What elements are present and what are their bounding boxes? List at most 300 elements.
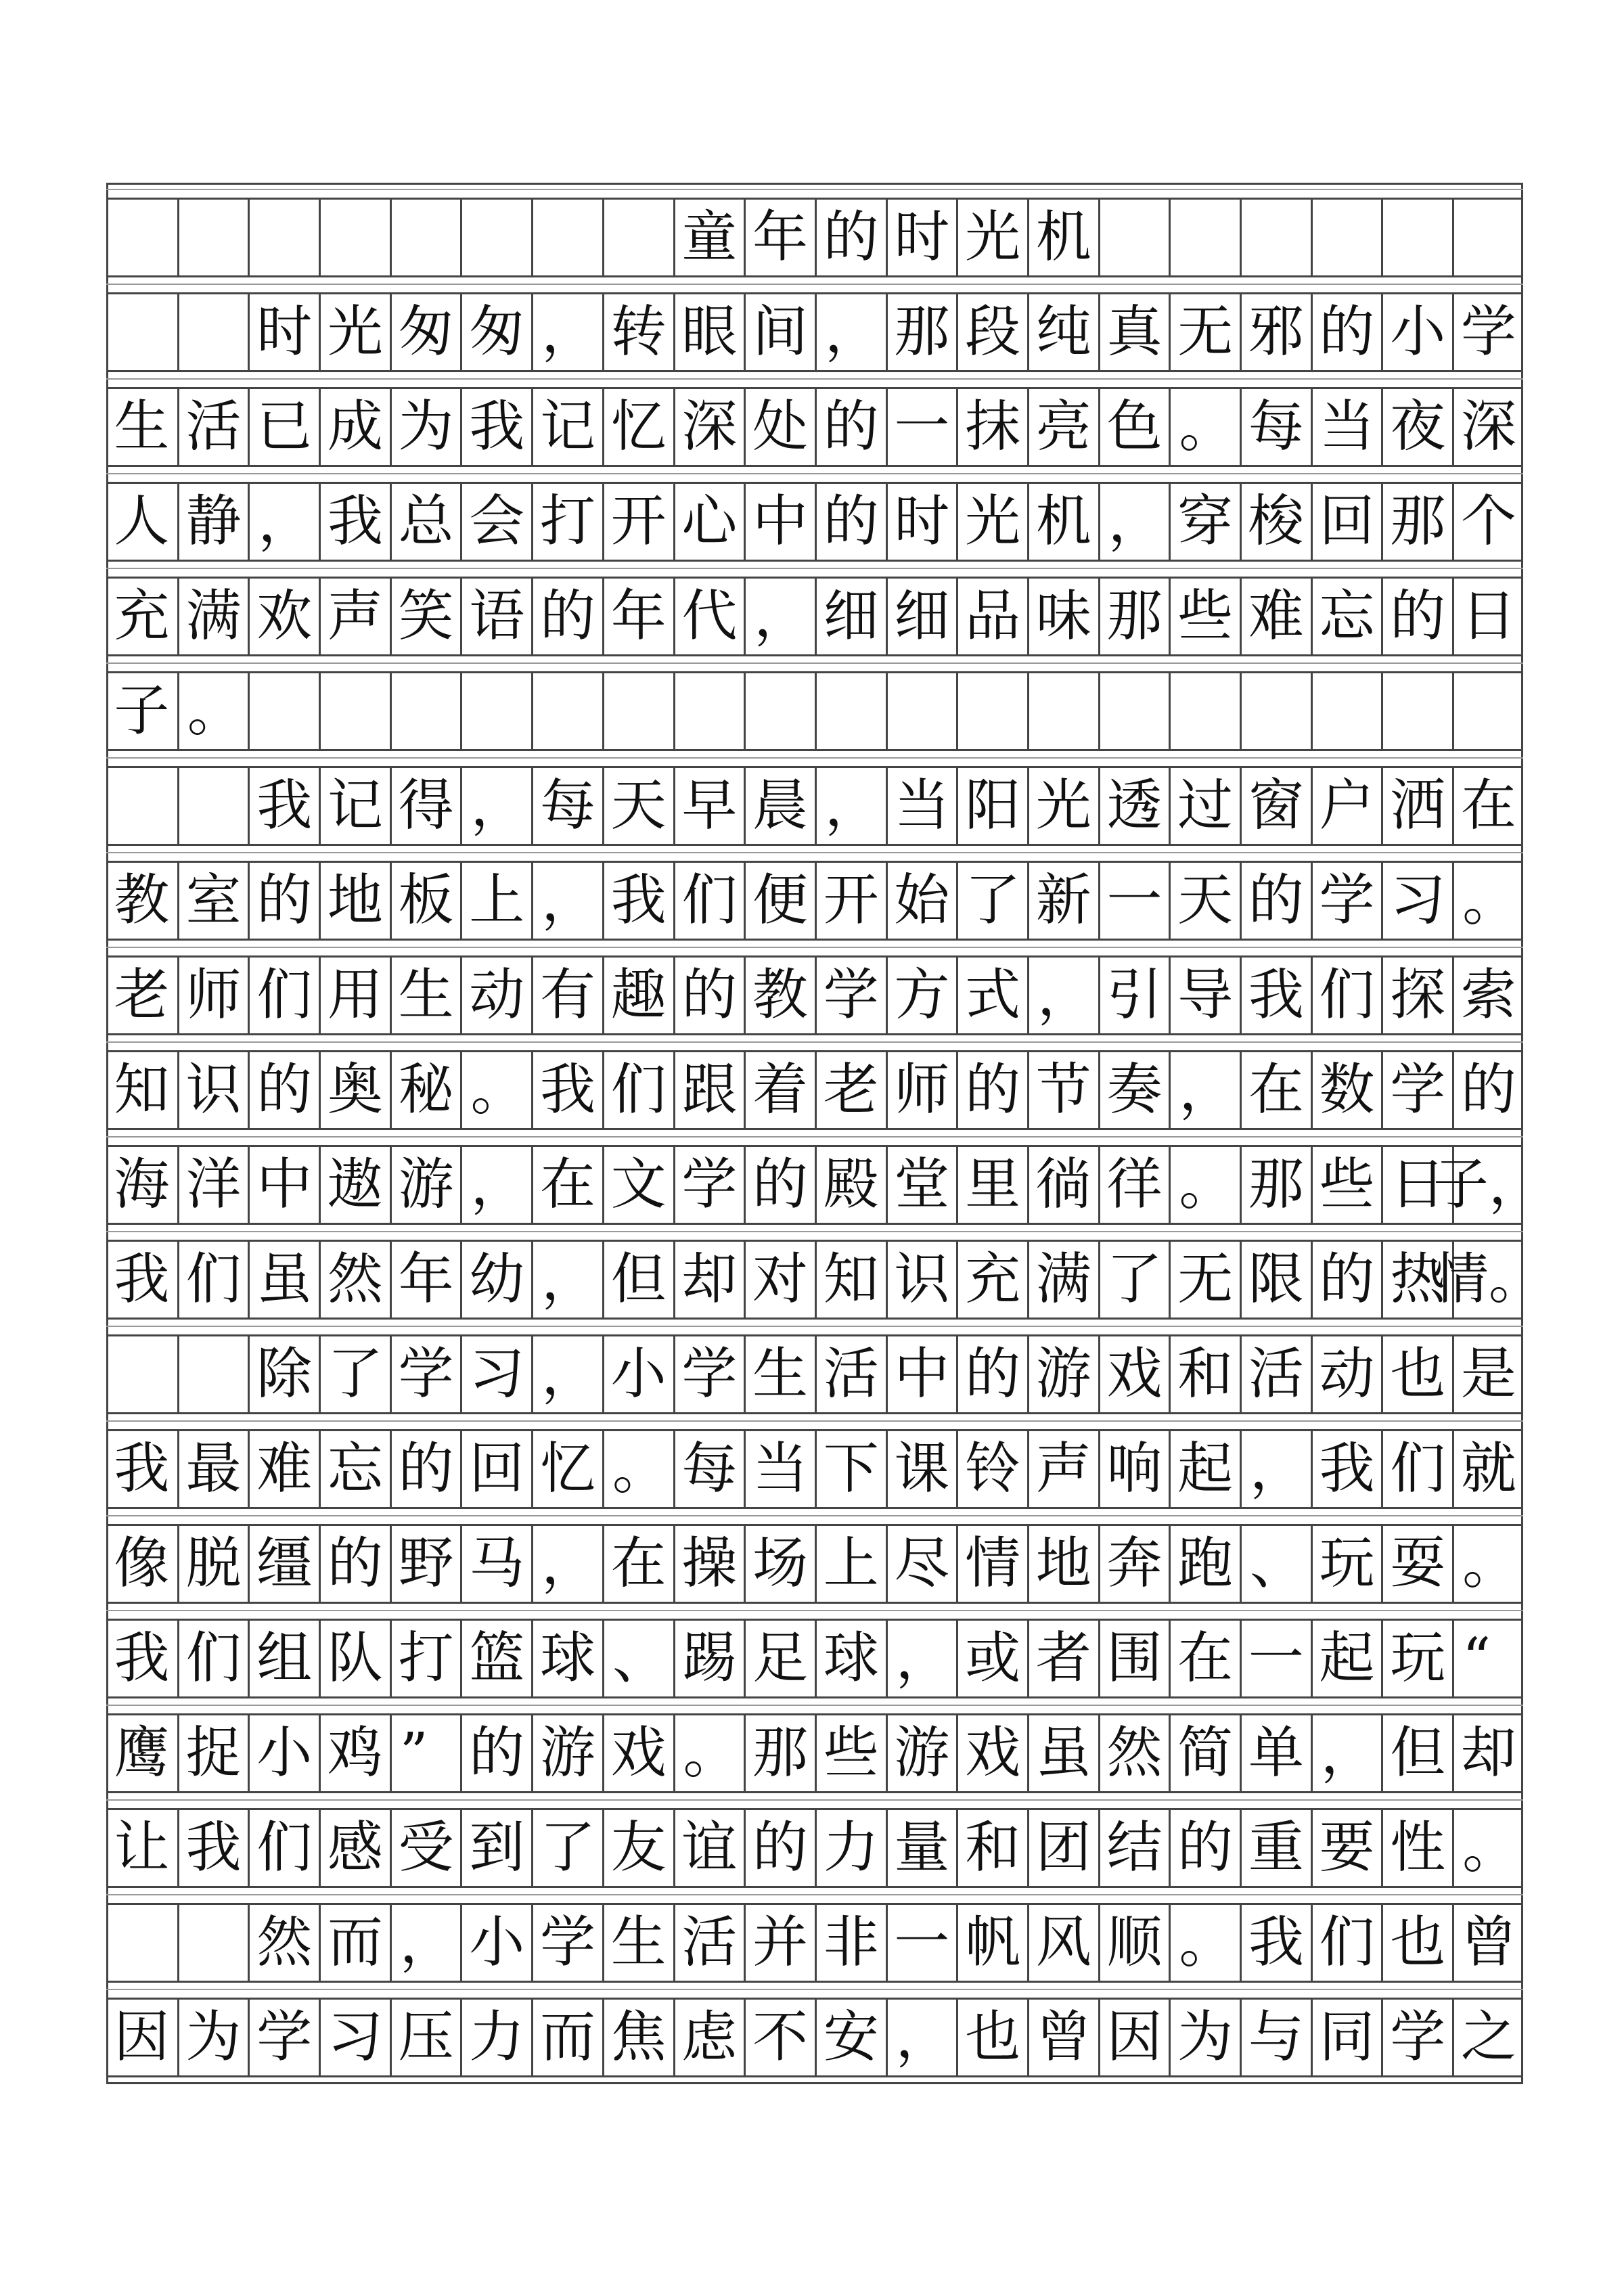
grid-character: 文 (610, 1152, 667, 1217)
grid-cell (1240, 1431, 1311, 1507)
grid-cell (956, 1715, 1027, 1791)
grid-character: 玩 (1390, 1626, 1446, 1690)
composition-grid-paper (106, 183, 1544, 2084)
grid-cell (744, 1905, 815, 1981)
grid-character: 始 (894, 868, 950, 932)
grid-cell (177, 1336, 248, 1412)
grid-row (106, 387, 1523, 467)
grid-cell (886, 1526, 957, 1602)
grid-character: 足 (752, 1626, 809, 1690)
grid-character: ” (399, 1721, 428, 1786)
grid-character: 。 (612, 1437, 668, 1502)
grid-cell (460, 200, 531, 275)
grid-cell (106, 1336, 177, 1412)
grid-cell (390, 200, 461, 275)
grid-character: 教 (752, 963, 809, 1027)
grid-gap-lines (106, 1793, 1523, 1808)
grid-character: 活 (681, 1910, 738, 1975)
grid-character: 成 (327, 395, 383, 459)
grid-character: 跟 (681, 1058, 738, 1122)
grid-cell (177, 294, 248, 370)
grid-character: 着 (752, 1058, 809, 1122)
grid-cell (390, 2000, 461, 2075)
grid-character: 夜 (1390, 395, 1446, 459)
grid-cell (319, 1242, 390, 1318)
grid-cell (1240, 389, 1311, 465)
grid-character: 起 (1177, 1437, 1234, 1501)
grid-character: 打 (539, 489, 595, 554)
grid-cell (673, 1905, 744, 1981)
grid-cell (1452, 673, 1523, 749)
grid-cell (1381, 200, 1452, 275)
grid-cell (1311, 1147, 1382, 1223)
grid-character: 在 (1177, 1626, 1234, 1690)
grid-cell (1098, 863, 1169, 939)
grid-cell (886, 484, 957, 560)
grid-character: 索 (1460, 963, 1516, 1027)
grid-row (106, 1713, 1523, 1793)
grid-cell (390, 1526, 461, 1602)
grid-character: 团 (1035, 1816, 1091, 1880)
grid-character: 知 (823, 1247, 879, 1311)
grid-character: 的 (1177, 1816, 1234, 1880)
grid-cell (248, 1052, 319, 1128)
grid-character: 情。 (1433, 1247, 1544, 1311)
grid-cell (319, 1052, 390, 1128)
grid-character: 我 (114, 1626, 170, 1690)
grid-cell (744, 1621, 815, 1696)
grid-character: 个 (1460, 489, 1516, 554)
grid-cell (602, 1242, 673, 1318)
grid-character: 。 (1179, 395, 1235, 459)
grid-character: 的 (823, 205, 879, 269)
grid-cell (886, 1336, 957, 1412)
grid-character: 学 (1390, 1058, 1446, 1122)
grid-cell (177, 958, 248, 1033)
grid-character: 静 (185, 489, 242, 554)
grid-character: 机 (1035, 205, 1091, 269)
grid-cell (248, 1715, 319, 1791)
grid-character: 和 (965, 1816, 1021, 1880)
grid-cell (319, 958, 390, 1033)
grid-character: 师 (894, 1058, 950, 1122)
grid-cell (1311, 1336, 1382, 1412)
grid-cell (531, 1147, 602, 1223)
grid-character: 年 (398, 1247, 454, 1311)
grid-cell (602, 1336, 673, 1412)
grid-cell (673, 1810, 744, 1886)
grid-cell (1027, 1242, 1098, 1318)
grid-cell (886, 579, 957, 654)
grid-cell (1169, 1905, 1240, 1981)
grid-cell (1027, 294, 1098, 370)
grid-character: 每 (539, 773, 595, 838)
grid-cell (460, 1905, 531, 1981)
grid-character: 地 (327, 868, 383, 932)
grid-character: 品 (965, 584, 1021, 648)
grid-cell (673, 1715, 744, 1791)
grid-gap-lines (106, 751, 1523, 766)
grid-cell (177, 1147, 248, 1223)
grid-cell (886, 294, 957, 370)
grid-cell (177, 1621, 248, 1696)
grid-character: 戏 (965, 1721, 1021, 1785)
grid-character: 晨 (752, 773, 809, 838)
grid-cell (1311, 1242, 1382, 1318)
grid-cell (815, 1810, 886, 1886)
grid-cell (744, 1431, 815, 1507)
grid-cell (956, 294, 1027, 370)
grid-cell (1098, 1715, 1169, 1791)
grid-cell (602, 1715, 673, 1791)
grid-cell (319, 1147, 390, 1223)
grid-cell (1098, 389, 1169, 465)
grid-cell (815, 1336, 886, 1412)
grid-cell (1452, 1621, 1523, 1696)
grid-cell (744, 1526, 815, 1602)
grid-character: ， (1250, 1437, 1306, 1502)
grid-character: 匆 (398, 300, 454, 364)
grid-character: 尽 (894, 1531, 950, 1596)
grid-cell (319, 2000, 390, 2075)
grid-cell (602, 2000, 673, 2075)
grid-cell (106, 2000, 177, 2075)
grid-character: 透 (1106, 773, 1163, 838)
grid-cell (390, 1810, 461, 1886)
grid-cell (460, 294, 531, 370)
grid-cell (177, 484, 248, 560)
grid-character: 堂 (894, 1152, 950, 1217)
grid-character: 当 (752, 1437, 809, 1501)
grid-character: 中 (256, 1152, 313, 1217)
grid-character: 的 (752, 1816, 809, 1880)
grid-cell (1311, 389, 1382, 465)
grid-character: 殿 (823, 1152, 879, 1217)
grid-gap-lines (106, 1983, 1523, 1998)
grid-character: 徉 (1106, 1152, 1163, 1217)
grid-character: 而 (539, 2005, 595, 2069)
grid-character: 课 (894, 1437, 950, 1501)
grid-character: 的 (469, 1721, 525, 1785)
grid-cell (1169, 1621, 1240, 1696)
grid-cell (886, 1715, 957, 1791)
grid-cell (815, 294, 886, 370)
grid-cell (319, 1526, 390, 1602)
grid-cell (248, 1526, 319, 1602)
grid-cell (531, 579, 602, 654)
grid-cell (1027, 863, 1098, 939)
grid-cell (602, 1621, 673, 1696)
grid-cell (1098, 579, 1169, 654)
grid-character: 一 (1106, 868, 1163, 932)
grid-character: 童 (681, 205, 738, 269)
grid-character: 板 (398, 868, 454, 932)
grid-cell (815, 579, 886, 654)
grid-cell (1240, 200, 1311, 275)
grid-cell (673, 389, 744, 465)
grid-character: 、 (1250, 1532, 1306, 1596)
grid-cell (673, 768, 744, 844)
grid-cell (1098, 1621, 1169, 1696)
grid-cell (1169, 768, 1240, 844)
grid-cell (1381, 389, 1452, 465)
grid-character: 谊 (681, 1816, 738, 1880)
grid-character: 日 (1390, 1152, 1446, 1217)
grid-cell (177, 579, 248, 654)
grid-gap-lines (106, 562, 1523, 577)
grid-cell (1027, 579, 1098, 654)
grid-character: 戏 (610, 1721, 667, 1785)
grid-character: 过 (1177, 773, 1234, 838)
grid-character: 欢 (256, 584, 313, 648)
grid-cell (177, 768, 248, 844)
grid-cell (1098, 200, 1169, 275)
grid-cell (744, 579, 815, 654)
grid-character: 学 (398, 1342, 454, 1406)
grid-character: 的 (965, 1058, 1021, 1122)
grid-character: 忆 (539, 1437, 595, 1501)
grid-character: 最 (185, 1437, 242, 1501)
grid-cell (1027, 484, 1098, 560)
grid-cell (1240, 579, 1311, 654)
grid-character: 学 (1319, 868, 1375, 932)
grid-cell (1169, 200, 1240, 275)
grid-cell (956, 863, 1027, 939)
grid-character: 的 (327, 1531, 383, 1596)
grid-character: 铃 (965, 1437, 1021, 1501)
grid-character: 洋 (185, 1152, 242, 1217)
grid-character: 无 (1177, 1247, 1234, 1311)
grid-cell (460, 1526, 531, 1602)
grid-cell (1169, 673, 1240, 749)
grid-character: 满 (185, 584, 242, 648)
grid-cell (1169, 294, 1240, 370)
grid-character: 学 (256, 2005, 313, 2069)
grid-cell (886, 768, 957, 844)
grid-cell (1452, 863, 1523, 939)
grid-cell (744, 2000, 815, 2075)
grid-character: 深 (1460, 395, 1516, 459)
grid-cell (1381, 1810, 1452, 1886)
grid-character: ， (1320, 1721, 1376, 1786)
grid-character: 那 (1106, 584, 1163, 648)
grid-character: 组 (256, 1626, 313, 1690)
grid-character: 导 (1177, 963, 1234, 1027)
grid-gap-lines (106, 656, 1523, 671)
grid-character: 者 (1035, 1626, 1091, 1690)
grid-cell (744, 200, 815, 275)
grid-cell (673, 1242, 744, 1318)
grid-gap-lines (106, 372, 1523, 387)
grid-character: 耍 (1390, 1531, 1446, 1596)
grid-character: 子， (1433, 1152, 1544, 1217)
grid-cell (744, 958, 815, 1033)
grid-character: 小 (469, 1910, 525, 1975)
grid-character: 游 (539, 1721, 595, 1785)
grid-character: 力 (823, 1816, 879, 1880)
grid-character: 细 (823, 584, 879, 648)
grid-character: 响 (1106, 1437, 1163, 1501)
grid-character: 时 (894, 205, 950, 269)
grid-cell (248, 1336, 319, 1412)
grid-cell (1098, 1147, 1169, 1223)
grid-cell (177, 1715, 248, 1791)
grid-cell (815, 958, 886, 1033)
grid-cell (886, 673, 957, 749)
grid-character: 真 (1106, 300, 1163, 364)
grid-character: 总 (398, 489, 454, 554)
grid-character: 操 (681, 1531, 738, 1596)
grid-cell (460, 1336, 531, 1412)
grid-cell (602, 1810, 673, 1886)
grid-character: 学 (539, 1910, 595, 1975)
grid-cell (1311, 1526, 1382, 1602)
grid-character: 动 (1319, 1342, 1375, 1406)
grid-character: 简 (1177, 1721, 1234, 1785)
grid-cell (248, 673, 319, 749)
grid-cell (886, 1621, 957, 1696)
grid-cell (1169, 1431, 1240, 1507)
grid-character: 压 (398, 2005, 454, 2069)
grid-character: 的 (823, 395, 879, 459)
grid-character: 每 (681, 1437, 738, 1501)
grid-cell (1381, 1336, 1452, 1412)
grid-cell (248, 1810, 319, 1886)
grid-cell (1169, 958, 1240, 1033)
grid-character: 徜 (1035, 1152, 1091, 1217)
grid-cell (531, 1526, 602, 1602)
grid-cell (956, 1431, 1027, 1507)
grid-character: 却 (1460, 1721, 1516, 1785)
grid-cell (531, 1621, 602, 1696)
grid-cell (744, 484, 815, 560)
grid-character: 有 (539, 963, 595, 1027)
grid-cell (602, 200, 673, 275)
grid-character: 日 (1460, 584, 1516, 648)
grid-cell (319, 1715, 390, 1791)
grid-character: 鸡 (327, 1721, 383, 1785)
grid-cell (744, 294, 815, 370)
grid-character: 然 (256, 1910, 313, 1975)
grid-character: 秘 (398, 1058, 454, 1122)
grid-character: 回 (1319, 489, 1375, 554)
grid-cell (319, 200, 390, 275)
grid-cell (1169, 1147, 1240, 1223)
grid-character: 活 (823, 1342, 879, 1406)
grid-cell (1311, 958, 1382, 1033)
grid-character: 场 (752, 1531, 809, 1596)
grid-character: 充 (114, 584, 170, 648)
grid-character: 处 (752, 395, 809, 459)
grid-character: 的 (1248, 868, 1304, 932)
grid-cell (177, 1052, 248, 1128)
grid-character: 亮 (1035, 395, 1091, 459)
grid-character: 为 (398, 395, 454, 459)
grid-cell (390, 484, 461, 560)
grid-character: ， (895, 1627, 951, 1691)
grid-cell (531, 863, 602, 939)
grid-character: 中 (894, 1342, 950, 1406)
grid-character: 我 (469, 395, 525, 459)
grid-cell (602, 768, 673, 844)
grid-character: 穿 (1177, 489, 1234, 554)
grid-character: 然 (327, 1247, 383, 1311)
grid-character: 然 (1106, 1721, 1163, 1785)
grid-character: 已 (256, 395, 313, 459)
grid-cell (248, 579, 319, 654)
grid-cell (1169, 389, 1240, 465)
grid-character: ， (470, 1153, 526, 1217)
grid-character: 新 (1035, 868, 1091, 932)
grid-row (106, 577, 1523, 656)
grid-cell (1452, 579, 1523, 654)
grid-cell (390, 768, 461, 844)
grid-cell (815, 200, 886, 275)
grid-cell (673, 200, 744, 275)
grid-character: 难 (256, 1437, 313, 1501)
grid-cell (602, 1147, 673, 1223)
grid-cell (248, 294, 319, 370)
grid-cell (460, 1242, 531, 1318)
grid-character: 抹 (965, 395, 1021, 459)
grid-character: 转 (610, 300, 667, 364)
grid-character: 天 (610, 773, 667, 838)
grid-cell (1098, 1810, 1169, 1886)
grid-character: ， (824, 300, 880, 365)
grid-character: 当 (1319, 395, 1375, 459)
grid-character: 洒 (1390, 773, 1446, 838)
grid-cell (1098, 1336, 1169, 1412)
grid-character: 忘 (1319, 584, 1375, 648)
grid-cell (815, 1715, 886, 1791)
grid-character: 对 (752, 1247, 809, 1311)
grid-cell (1240, 1905, 1311, 1981)
grid-cell (531, 200, 602, 275)
grid-character: 味 (1035, 584, 1091, 648)
grid-cell (956, 1526, 1027, 1602)
grid-cell (248, 1242, 319, 1318)
grid-cell (815, 484, 886, 560)
grid-cell (1027, 1526, 1098, 1602)
grid-character: 年 (752, 205, 809, 269)
grid-cell (956, 484, 1027, 560)
grid-cell (319, 768, 390, 844)
grid-cell (1381, 2000, 1452, 2075)
grid-cell (106, 579, 177, 654)
grid-cell (1311, 1621, 1382, 1696)
grid-cell (1098, 1526, 1169, 1602)
grid-cell (956, 1052, 1027, 1128)
grid-character: 人 (114, 489, 170, 554)
grid-character: 学 (823, 963, 879, 1027)
grid-cell (531, 484, 602, 560)
grid-character: 却 (681, 1247, 738, 1311)
grid-cell (319, 1905, 390, 1981)
grid-character: 我 (1319, 1437, 1375, 1501)
grid-character: 热 (1390, 1247, 1446, 1311)
grid-character: 围 (1106, 1626, 1163, 1690)
grid-gap-lines (106, 1320, 1523, 1334)
grid-character: 们 (610, 1058, 667, 1122)
grid-character: ， (541, 1532, 597, 1596)
grid-cell (531, 1905, 602, 1981)
grid-row (106, 1050, 1523, 1130)
grid-cell (1452, 768, 1523, 844)
grid-cell (1311, 1905, 1382, 1981)
grid-character: 光 (965, 205, 1021, 269)
grid-character: 一 (894, 395, 950, 459)
grid-cell (956, 2000, 1027, 2075)
